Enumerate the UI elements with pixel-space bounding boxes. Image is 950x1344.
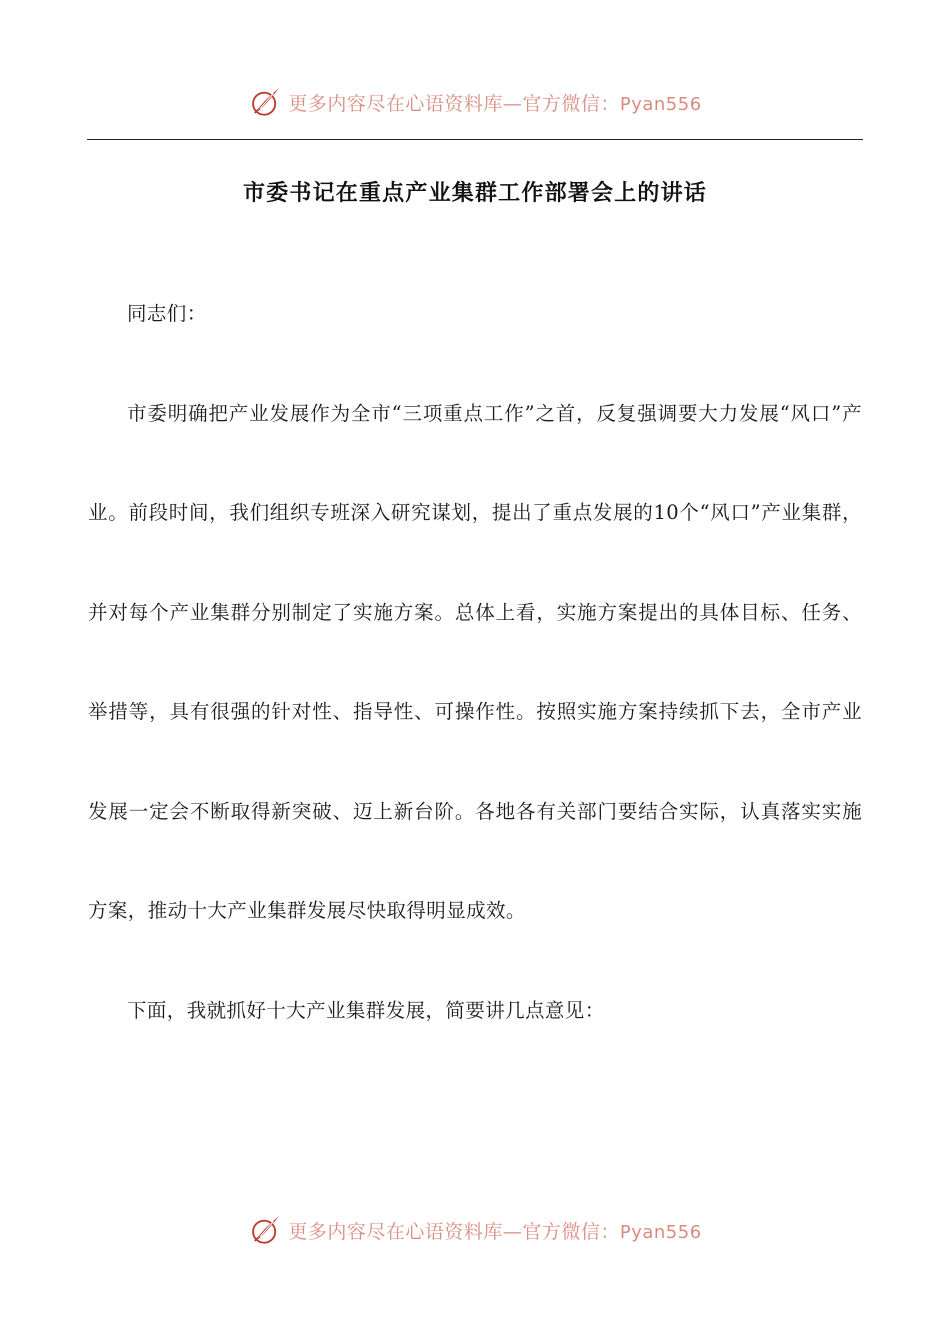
salutation-paragraph: 同志们： — [127, 302, 207, 325]
document-title: 市委书记在重点产业集群工作部署会上的讲话 — [242, 181, 707, 206]
header-divider — [87, 139, 863, 140]
quill-pen-logo-icon — [248, 85, 282, 119]
banner-text: 更多内容尽在心语资料库—官方微信：Pyan556 — [288, 92, 702, 115]
wechat-id: Pyan556 — [619, 93, 702, 115]
quill-pen-logo-icon — [248, 1213, 282, 1247]
body-paragraph: 下面，我就抓好十大产业集群发展，简要讲几点意见： — [127, 998, 605, 1022]
wechat-id: Pyan556 — [619, 1221, 702, 1243]
footer-banner — [0, 1210, 950, 1250]
document-body — [88, 264, 862, 1060]
banner-text: 更多内容尽在心语资料库—官方微信：Pyan556 — [288, 1220, 702, 1243]
body-paragraph: 市委明确把产业发展作为全市“三项重点工作”之首，反复强调要大力发展“风口”产业。前段时间，我们组织专班深入研究谋划，提出了重点发展的10个“风口”产业集群，并对每个产业集群分别制定了实施方案。总体上看，实施方案提出的具体目标、任务、举措等，具有很强的针对性、指导性、可操作性。按照实施方案持续抓下去，全市产业发展一定会不断取得新突破、迈上新台阶。各地各有关部门要结合实际，认真落实实施方案，推动十大产业集群发展尽快取得明显成效。 — [88, 401, 862, 922]
header-banner — [0, 82, 950, 122]
